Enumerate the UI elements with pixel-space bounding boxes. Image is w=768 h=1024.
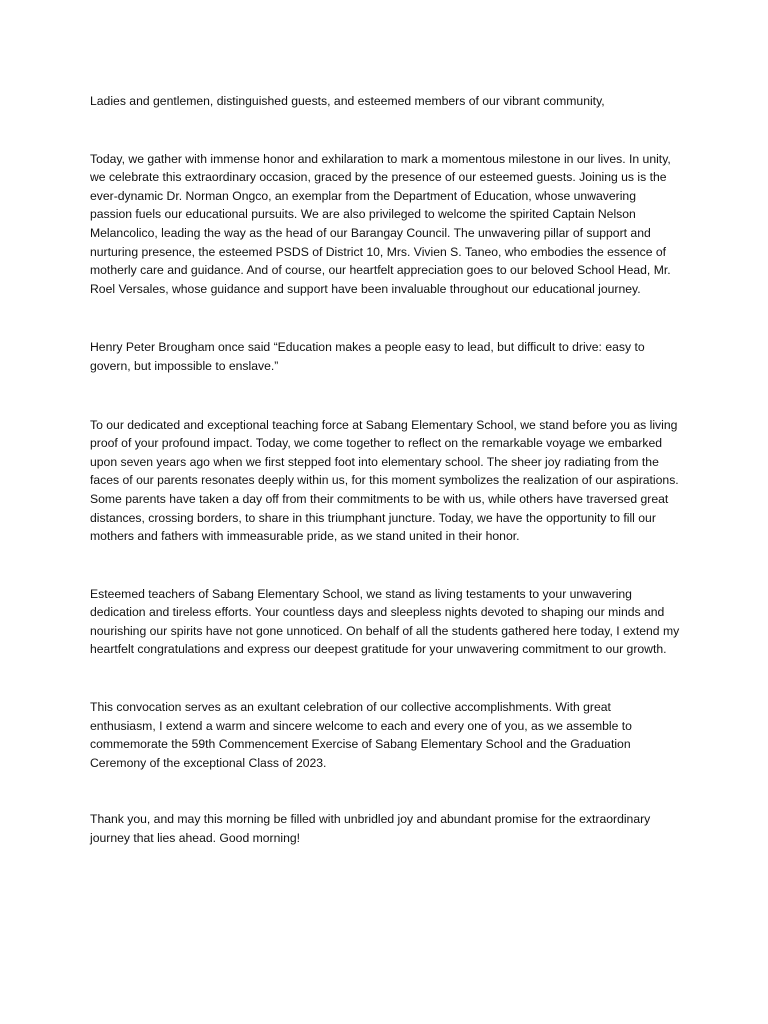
teaching-force-paragraph: To our dedicated and exceptional teaching force at Sabang Elementary School, we stand before you as living proof of your profound impact. Today, we come together to reflect on the remarkable voyage we embarked upon seven years ago when we first stepped foot into elementary school. The sheer joy radiating from the faces of our parents resonates deeply within us, for this moment symbolizes the realization of our aspirations. Some parents have taken a day off from their commitments to be with us, while others have traversed great distances, crossing borders, to share in this triumphant juncture. Today, we have the opportunity to fill our mothers and fathers with immeasurable pride, as we stand united in their honor. [90, 417, 679, 544]
salutation-paragraph: Ladies and gentlemen, distinguished guests, and esteemed members of our vibrant community, [90, 94, 605, 108]
guests-welcome-paragraph: Today, we gather with immense honor and exhilaration to mark a momentous milestone in our lives. In unity, we celebrate this extraordinary occasion, graced by the presence of our esteemed guests. Joining us is the ever-dynamic Dr. Norman Ongco, an exemplar from the Department of Education, whose unwavering passion fuels our educational pursuits. We are also privileged to welcome the spirited Captain Nelson Melancolico, leading the way as the head of our Barangay Council. The unwavering pillar of support and nurturing presence, the esteemed PSDS of District 10, Mrs. Vivien S. Taneo, who embodies the essence of motherly care and guidance. And of course, our heartfelt appreciation goes to our beloved School Head, Mr. Roel Versales, whose guidance and support have been invaluable throughout our educational journey. [90, 151, 671, 296]
document-page [90, 92, 680, 848]
convocation-paragraph: This convocation serves as an exultant celebration of our collective accomplishments. With great enthusiasm, I extend a warm and sincere welcome to each and every one of you, as we assemble to commemorate the 59th Commencement Exercise of Sabang Elementary School and the Graduation Ceremony of the exceptional Class of 2023. [90, 700, 632, 770]
quote-paragraph: Henry Peter Brougham once said “Education makes a people easy to lead, but difficult to drive: easy to govern, but impossible to enslave.” [90, 340, 645, 373]
esteemed-teachers-paragraph: Esteemed teachers of Sabang Elementary School, we stand as living testaments to your unwavering dedication and tireless efforts. Your countless days and sleepless nights devoted to shaping our minds and nourishing our spirits have not gone unnoticed. On behalf of all the students gathered here today, I extend my heartfelt congratulations and express our deepest gratitude for your unwavering commitment to our growth. [90, 586, 680, 657]
closing-paragraph: Thank you, and may this morning be filled with unbridled joy and abundant promise for the extraordinary journey that lies ahead. Good morning! [90, 812, 651, 846]
